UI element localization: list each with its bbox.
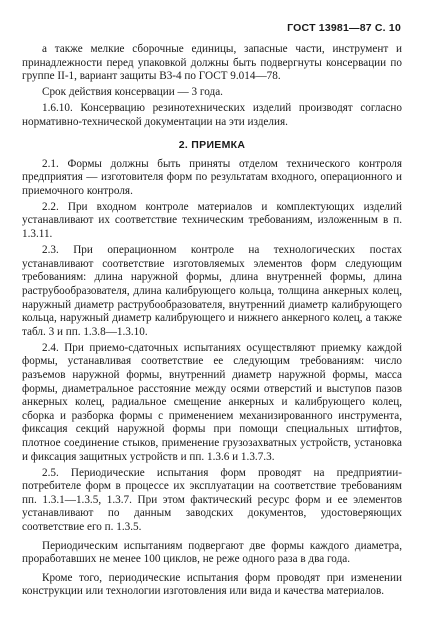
paragraph-periodic-tests: Периодическим испытаниям подвергают две формы каждого диаметра, проработавших не менее 100 циклов, не реже одного раза в два года. (22, 539, 402, 566)
paragraph-2-1: 2.1. Формы должны быть приняты отделом технического контроля предприятия — изготовителя форм по результатам входного, операционного и приемочного контроля. (22, 157, 402, 197)
section-title-acceptance: 2. ПРИЕМКА (178, 138, 246, 151)
paragraph-2-3: 2.3. При операционном контроле на технологических постах устанавливают соответствие изготовляемых элементов форм следующим требованиям: длина наружной формы, длина внутренней формы, длина раструбообразователя, длина калибрующего кольца, толщина анкерных колец, наружный диаметр раструбообразователя, внутренний диаметр калибрующего кольца, наружный диаметр калибрующего и нижнего анкерного колец, а также табл. 3 и пп. 1.3.8—1.3.10. (22, 244, 402, 338)
paragraph-conservation-continued: а также мелкие сборочные единицы, запасные части, инструмент и принадлежности перед упаковкой должны быть подвергнуты консервации по группе II-1, вариант защиты В3-4 по ГОСТ 9.014—78. (22, 43, 402, 83)
paragraph-1-6-10: 1.6.10. Консервацию резинотехнических изделий производят согласно нормативно-технической документации на эти изделия. (22, 102, 402, 128)
page-header: ГОСТ 13981—87 С. 10 (287, 22, 401, 34)
paragraph-conservation-term: Срок действия консервации — 3 года. (42, 86, 223, 99)
paragraph-2-4: 2.4. При приемо-сдаточных испытаниях осуществляют приемку каждой формы, устанавливая соответствие ее следующим требованиям: число разъемов наружной формы, внутренний диаметр наружной формы, масса формы, диаметральное расстояние между осями отверстий и выступов пазов анкерных колец, радиальное смещение анкерных и калибрующего колец, сборка и разборка формы с применением механизированного инструмента, фиксация секций наружной формы при помощи специальных штифтов, плотное соединение стыков, применение грузозахватных устройств, установка и фиксация защитных устройств и пп. 1.3.6 и 1.3.7.3. (22, 341, 402, 463)
document-page (22, 22, 402, 601)
paragraph-2-5: 2.5. Периодические испытания форм проводят на предприятии-потребителе форм в процессе их эксплуатации на соответствие требованиям пп. 1.3.1—1.3.5, 1.3.7. При этом фактический ресурс форм и ее элементов устанавливают по данным заводских документов, удостоверяющих соответствие его п. 1.3.5. (22, 466, 402, 533)
paragraph-additional-tests: Кроме того, периодические испытания форм проводят при изменении конструкции или технологии изготовления или вида и качества материалов. (22, 571, 402, 598)
paragraph-2-2: 2.2. При входном контроле материалов и комплектующих изделий устанавливают их соответствие техническим требованиям, изложенным в п. 1.3.11. (22, 200, 402, 241)
